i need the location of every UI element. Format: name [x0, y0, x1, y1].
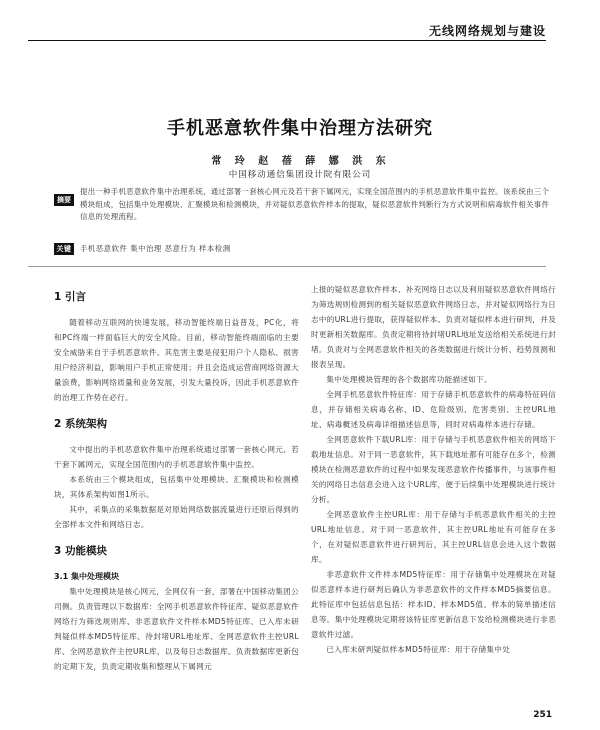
paragraph: 已入库未研判疑似样本MD5特征库：用于存储集中处 [326, 645, 511, 654]
paragraph: 非恶意软件文件样本MD5特征库：用于存储集中处理模块在对疑似恶意样本进行研判后确认为非恶意软件的文件样本MD5摘要信息。此特征库中包括信息包括：样本ID、样本MD5值、样本的简单描述信息等。集中处理模块定期将该特征库更新信息下发给检测模块进行非恶意软件过滤。 [311, 570, 556, 639]
journal-section-header: 无线网络规划与建设 [428, 24, 546, 38]
paragraph: 集中处理模块管理的各个数据库功能描述如下。 [326, 375, 492, 384]
abstract-label: 摘要 [54, 194, 74, 206]
paragraph: 上报的疑似恶意软件样本、补充网络日志以及利用疑似恶意软件网络行为筛选规则检测到的相关疑似恶意软件网络日志，并对疑似网络行为日志中的URL进行提取，获得疑似样本。负责对疑似样本进行研判，并及时更新相关数据库。负责定期将待封堵URL地址发送给相关系统进行封堵。负责对与全网恶意软件相关的各类数据进行统计分析、趋势预测和报表呈现。 [311, 285, 556, 369]
abstract-text: 提出一种手机恶意软件集中治理系统，通过部署一套核心网元及若干套下属网元，实现全国范围内的手机恶意软件集中监控。该系统由三个模块组成，包括集中处理模块、汇聚模块和检测模块，并对疑似恶意软件样本的提取，疑似恶意软件判断行为方式说明和病毒软件相关事件信息的处理流程。 [80, 187, 550, 221]
right-column [311, 282, 556, 657]
header-rule [28, 40, 546, 41]
subsection-heading-central-processing: 3.1 集中处理模块 [54, 572, 119, 581]
paragraph: 文中提出的手机恶意软件集中治理系统通过部署一套核心网元、若干套下属网元，实现全国范围内的手机恶意软件集中监控。 [54, 445, 299, 469]
article-authors: 常 玲 赵 蓓 薛 娜 洪 东 [211, 156, 389, 167]
section-heading-architecture: 2 系统架构 [54, 418, 107, 430]
paragraph: 本系统由三个模块组成，包括集中处理模块、汇聚模块和检测模块，其体系架构如图1所示。 [54, 475, 299, 499]
paragraph: 集中处理模块是核心网元，全网仅有一套，部署在中国移动集团公司侧。负责管理以下数据库：全网手机恶意软件特征库、疑似恶意软件网络行为筛选规则库、非恶意软件文件样本MD5特征库、已入库未研判疑似样本MD5特征库、待封堵URL地址库、全网恶意软件主控URL库、全网恶意软件主控URL库、以及每日志数据库。负责数据库更新包的定期下发，负责定期收集和整理从下属网元 [54, 587, 299, 671]
article-title: 手机恶意软件集中治理方法研究 [167, 118, 433, 139]
keywords [56, 243, 550, 265]
keywords-rule [28, 266, 546, 267]
paragraph: 全网恶意软件下载URL库：用于存储与手机恶意软件相关的网络下载地址信息。对于同一恶意软件，其下载地址都有可能存在多个，检测模块在检测恶意软件的过程中如果发现恶意软件传播事件，与该事件相关的网络日志信息会进入这个URL库，便于后续集中处理模块进行统计分析。 [311, 435, 556, 504]
paragraph: 其中，采集点的采集数据是对原始网络数据流量进行还原后得到的全部样本文件和网络日志。 [54, 505, 299, 529]
paragraph: 随着移动互联网的快速发展，移动智能终端日益普及，PC化，将和PC终端一样面临巨大的安全风险。目前，移动智能终端面临的主要安全威胁来自于手机恶意软件。其危害主要是侵犯用户个人隐私、损害用户经济利益，影响用户手机正常使用；并且会造成运营商网络资源大量浪费，影响网络质量和业务发展，引发大量投诉，因此手机恶意软件的治理工作势在必行。 [54, 318, 299, 402]
keywords-label: 关键词 [54, 243, 74, 255]
section-heading-modules: 3 功能模块 [54, 545, 107, 557]
left-column [54, 282, 299, 674]
page-number: 251 [533, 710, 552, 720]
paragraph: 全网恶意软件主控URL库：用于存储与手机恶意软件相关的主控URL地址信息。对于同一恶意软件，其主控URL地址有可能存在多个，在对疑似恶意软件进行研判后，其主控URL信息会进入这个数据库。 [311, 510, 556, 564]
abstract [57, 186, 550, 224]
paragraph: 全网手机恶意软件特征库：用于存储手机恶意软件的病毒特征码信息，并存储相关病毒名称、ID、危险级别、危害类别、主控URL地址、病毒概述及病毒详细描述信息等，同时对病毒样本进行存储。 [311, 390, 556, 429]
section-heading-introduction: 1 引言 [54, 291, 86, 303]
article-affiliation: 中国移动通信集团设计院有限公司 [228, 170, 372, 180]
keywords-text: 手机恶意软件 集中治理 恶意行为 样本检测 [80, 244, 231, 253]
